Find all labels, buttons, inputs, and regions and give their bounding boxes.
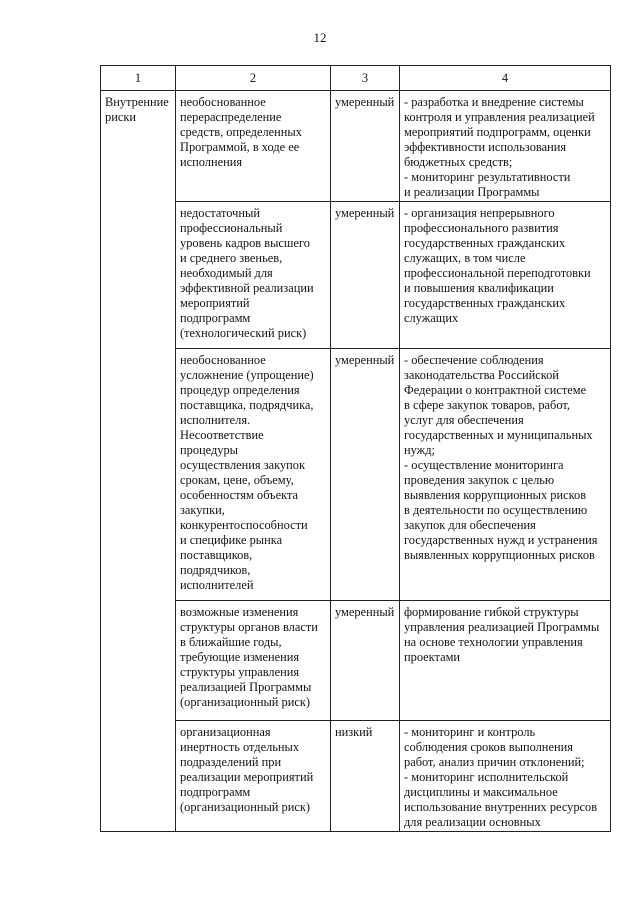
risk-measures-cell: - мониторинг и контроль соблюдения сроков выполнения работ, анализ причин отклонений; - мониторинг исполнительской дисциплины и максимальное использование внутренних ресурсов для реализации основных [400, 721, 611, 832]
risk-measures-cell: формирование гибкой структуры управления реализацией Программы на основе технологии управления проектами [400, 601, 611, 721]
risk-level-cell: умеренный [331, 601, 400, 721]
table-row [101, 91, 611, 202]
risk-level-cell: умеренный [331, 91, 400, 202]
risk-description-cell: недостаточный профессиональный уровень кадров высшего и среднего звеньев, необходимый для эффективной реализации мероприятий подпрограмм (технологический риск) [176, 202, 331, 349]
risk-description-cell: необоснованное перераспределение средств, определенных Программой, в ходе ее исполнения [176, 91, 331, 202]
risk-description-cell: организационная инертность отдельных подразделений при реализации мероприятий подпрограмм (организационный риск) [176, 721, 331, 832]
risk-level-cell: низкий [331, 721, 400, 832]
header-col-4: 4 [400, 66, 611, 91]
header-col-2: 2 [176, 66, 331, 91]
risk-measures-cell: - обеспечение соблюдения законодательства Российской Федерации о контрактной системе в сфере закупок товаров, работ, услуг для обеспечения государственных и муниципальных нужд; - осуществление мониторинга проведения закупок с целью выявления коррупционных рисков в деятельности по осуществлению закупок для обеспечения государственных нужд и устранения выявленных коррупционных рисков [400, 349, 611, 601]
risk-description-cell: возможные изменения структуры органов власти в ближайшие годы, требующие изменения структуры управления реализацией Программы (организационный риск) [176, 601, 331, 721]
risk-description-cell: необоснованное усложнение (упрощение) процедур определения поставщика, подрядчика, исполнителя. Несоответствие процедуры осуществления закупок срокам, цене, объему, особенностям объекта закупки, конкурентоспособности и специфике рынка поставщиков, подрядчиков, исполнителей [176, 349, 331, 601]
table-header-row [101, 66, 611, 91]
table-row [101, 202, 611, 349]
table-row [101, 601, 611, 721]
risk-table [100, 65, 611, 832]
page-number: 12 [313, 30, 327, 45]
header-col-3: 3 [331, 66, 400, 91]
header-col-1: 1 [101, 66, 176, 91]
risk-measures-cell: - разработка и внедрение системы контроля и управления реализацией мероприятий подпрограмм, оценки эффективности использования бюджетных средств; - мониторинг результативности и реализации Программы [400, 91, 611, 202]
table-row [101, 721, 611, 832]
risk-category-cell: Внутренние риски [101, 91, 176, 832]
risk-measures-cell: - организация непрерывного профессионального развития государственных гражданских служащих, в том числе профессиональной переподготовки и повышения квалификации государственных гражданских служащих [400, 202, 611, 349]
table-row [101, 349, 611, 601]
risk-level-cell: умеренный [331, 349, 400, 601]
risk-level-cell: умеренный [331, 202, 400, 349]
